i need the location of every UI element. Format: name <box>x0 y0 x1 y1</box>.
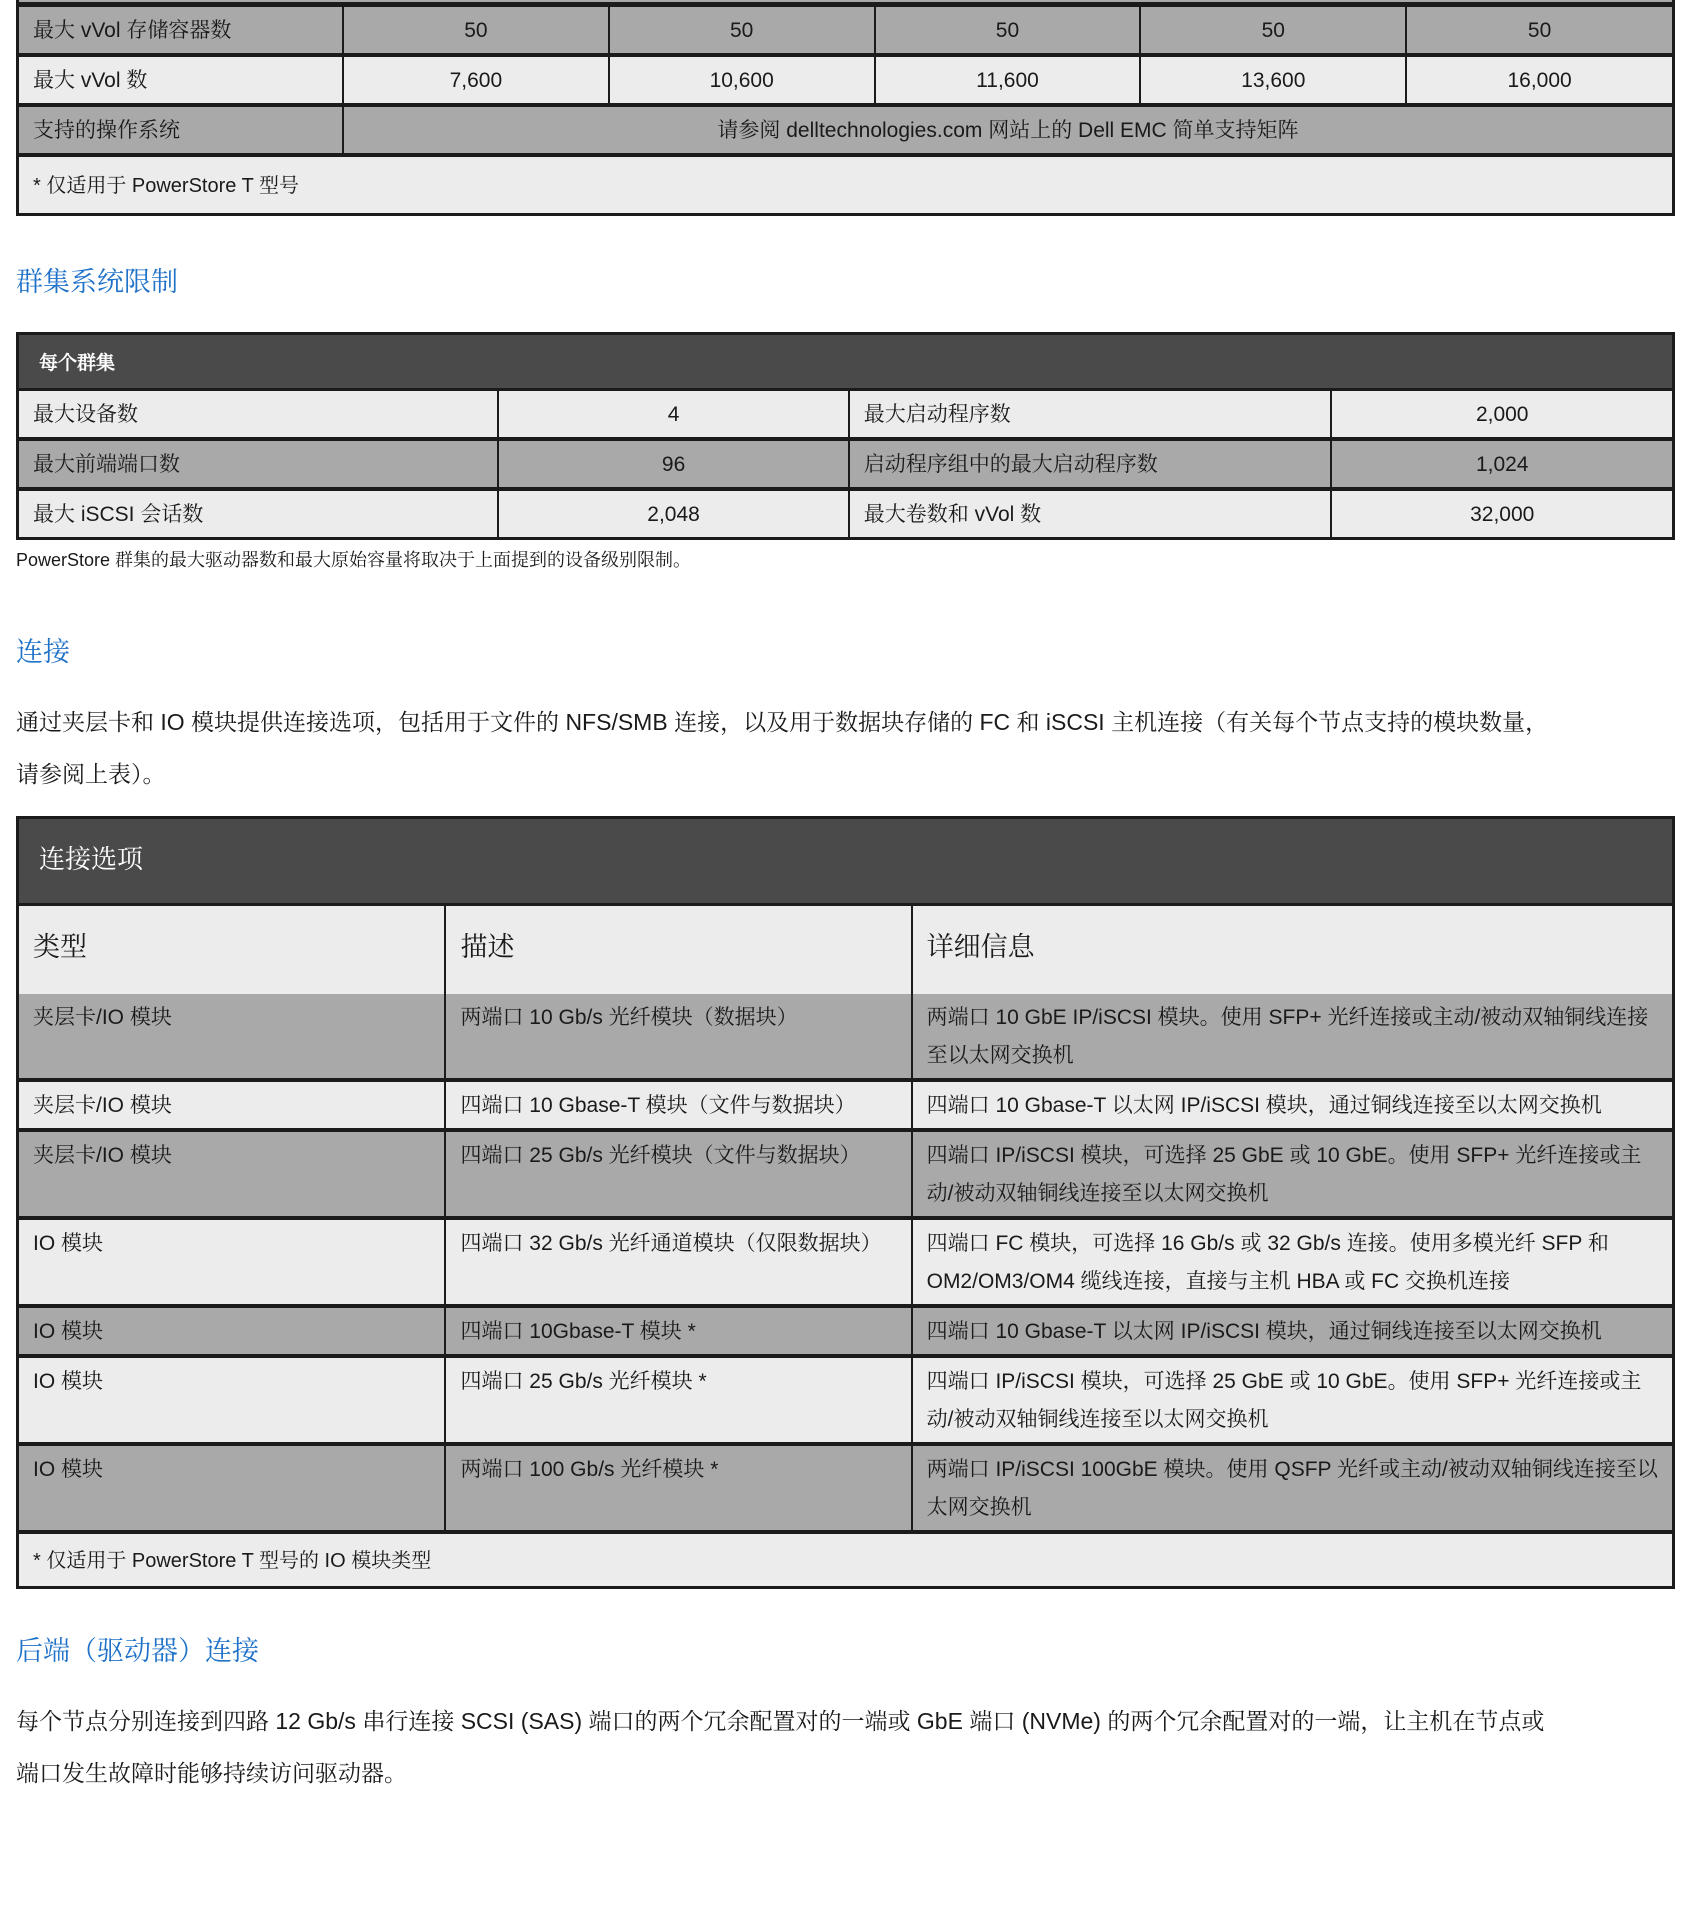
table-row <box>19 391 1672 439</box>
spec-value: 1,024 <box>1331 439 1672 489</box>
spec-value: 96 <box>498 439 848 489</box>
module-details: 四端口 10 Gbase-T 以太网 IP/iSCSI 模块，通过铜线连接至以太网交换机 <box>912 1306 1672 1356</box>
module-description: 四端口 32 Gb/s 光纤通道模块（仅限数据块） <box>445 1218 911 1306</box>
module-type: IO 模块 <box>19 1356 445 1444</box>
connectivity-paragraph: 通过夹层卡和 IO 模块提供连接选项，包括用于文件的 NFS/SMB 连接，以及用于数据块存储的 FC 和 iSCSI 主机连接（有关每个节点支持的模块数量，请参阅上表）。 <box>16 709 1549 787</box>
table-row <box>19 1218 1672 1306</box>
spec-value: 50 <box>609 7 875 55</box>
cluster-table <box>19 391 1672 537</box>
table-row <box>19 7 1672 55</box>
module-details: 四端口 IP/iSCSI 模块，可选择 25 GbE 或 10 GbE。使用 SFP+ 光纤连接或主动/被动双轴铜线连接至以太网交换机 <box>912 1356 1672 1444</box>
spec-value: 2,048 <box>498 489 848 537</box>
spec-value: 10,600 <box>609 55 875 105</box>
table-row <box>19 1444 1672 1532</box>
spec-value: 16,000 <box>1406 55 1672 105</box>
table-row <box>19 994 1672 1080</box>
module-description: 两端口 10 Gb/s 光纤模块（数据块） <box>445 994 911 1080</box>
module-description: 四端口 25 Gb/s 光纤模块（文件与数据块） <box>445 1130 911 1218</box>
spec-span-value: 请参阅 delltechnologies.com 网站上的 Dell EMC 简单支持矩阵 <box>343 105 1672 155</box>
table-row <box>19 1306 1672 1356</box>
spec-value: 4 <box>498 391 848 439</box>
spec-value: 7,600 <box>343 55 609 105</box>
device-limits-table-wrap <box>16 7 1675 216</box>
table-row <box>19 1080 1672 1130</box>
device-limits-table <box>19 7 1672 213</box>
table-footnote: * 仅适用于 PowerStore T 型号 <box>19 155 1672 213</box>
backend-connectivity-heading: 后端（驱动器）连接 <box>16 1636 259 1666</box>
connectivity-options-title: 连接选项 <box>19 819 1672 906</box>
module-description: 四端口 10 Gbase-T 模块（文件与数据块） <box>445 1080 911 1130</box>
spec-label: 最大设备数 <box>19 391 498 439</box>
table-row <box>19 1356 1672 1444</box>
spec-label: 最大卷数和 vVol 数 <box>849 489 1332 537</box>
spec-value: 11,600 <box>875 55 1141 105</box>
spec-label: 支持的操作系统 <box>19 105 343 155</box>
module-details: 四端口 10 Gbase-T 以太网 IP/iSCSI 模块，通过铜线连接至以太网交换机 <box>912 1080 1672 1130</box>
table-row <box>19 55 1672 105</box>
table-footnote-row <box>19 155 1672 213</box>
spec-value: 32,000 <box>1331 489 1672 537</box>
module-description: 四端口 25 Gb/s 光纤模块 * <box>445 1356 911 1444</box>
module-type: IO 模块 <box>19 1306 445 1356</box>
table-footnote-row <box>19 1532 1672 1586</box>
table-footnote: * 仅适用于 PowerStore T 型号的 IO 模块类型 <box>19 1532 1672 1586</box>
spec-value: 13,600 <box>1140 55 1406 105</box>
spec-value: 50 <box>1140 7 1406 55</box>
connectivity-heading: 连接 <box>16 637 70 667</box>
module-details: 四端口 IP/iSCSI 模块，可选择 25 GbE 或 10 GbE。使用 SFP+ 光纤连接或主动/被动双轴铜线连接至以太网交换机 <box>912 1130 1672 1218</box>
connectivity-options-table-wrap <box>16 816 1675 1589</box>
spec-value: 2,000 <box>1331 391 1672 439</box>
cluster-limits-heading: 群集系统限制 <box>16 267 178 297</box>
spec-label: 最大 vVol 存储容器数 <box>19 7 343 55</box>
cluster-table-wrap <box>16 332 1675 540</box>
spec-value: 50 <box>875 7 1141 55</box>
module-description: 四端口 10Gbase-T 模块 * <box>445 1306 911 1356</box>
module-type: IO 模块 <box>19 1218 445 1306</box>
table-row <box>19 1130 1672 1218</box>
cluster-table-title: 每个群集 <box>19 335 1672 391</box>
spec-label: 最大启动程序数 <box>849 391 1332 439</box>
table-row <box>19 439 1672 489</box>
spec-value: 50 <box>1406 7 1672 55</box>
spec-label: 启动程序组中的最大启动程序数 <box>849 439 1332 489</box>
cut-off-row-strip <box>16 0 1675 7</box>
module-type: 夹层卡/IO 模块 <box>19 1080 445 1130</box>
module-details: 四端口 FC 模块，可选择 16 Gb/s 或 32 Gb/s 连接。使用多模光纤 SFP 和 OM2/OM3/OM4 缆线连接，直接与主机 HBA 或 FC 交换机连接 <box>912 1218 1672 1306</box>
cluster-note: PowerStore 群集的最大驱动器数和最大原始容量将取决于上面提到的设备级别限制。 <box>16 550 692 570</box>
module-details: 两端口 IP/iSCSI 100GbE 模块。使用 QSFP 光纤或主动/被动双轴铜线连接至以太网交换机 <box>912 1444 1672 1532</box>
table-row <box>19 105 1672 155</box>
module-type: 夹层卡/IO 模块 <box>19 994 445 1080</box>
backend-paragraph: 每个节点分别连接到四路 12 Gb/s 串行连接 SCSI (SAS) 端口的两个冗余配置对的一端或 GbE 端口 (NVMe) 的两个冗余配置对的一端，让主机在节点或端口发生故障时能够持续访问驱动器。 <box>16 1708 1545 1786</box>
module-details: 两端口 10 GbE IP/iSCSI 模块。使用 SFP+ 光纤连接或主动/被动双轴铜线连接至以太网交换机 <box>912 994 1672 1080</box>
module-description: 两端口 100 Gb/s 光纤模块 * <box>445 1444 911 1532</box>
spec-label: 最大前端端口数 <box>19 439 498 489</box>
column-header-description: 描述 <box>445 906 911 994</box>
module-type: 夹层卡/IO 模块 <box>19 1130 445 1218</box>
column-header-type: 类型 <box>19 906 445 994</box>
spec-label: 最大 iSCSI 会话数 <box>19 489 498 537</box>
table-row <box>19 489 1672 537</box>
module-type: IO 模块 <box>19 1444 445 1532</box>
spec-label: 最大 vVol 数 <box>19 55 343 105</box>
spec-value: 50 <box>343 7 609 55</box>
column-header-details: 详细信息 <box>912 906 1672 994</box>
column-header-row <box>19 906 1672 994</box>
connectivity-options-table <box>19 906 1672 1586</box>
